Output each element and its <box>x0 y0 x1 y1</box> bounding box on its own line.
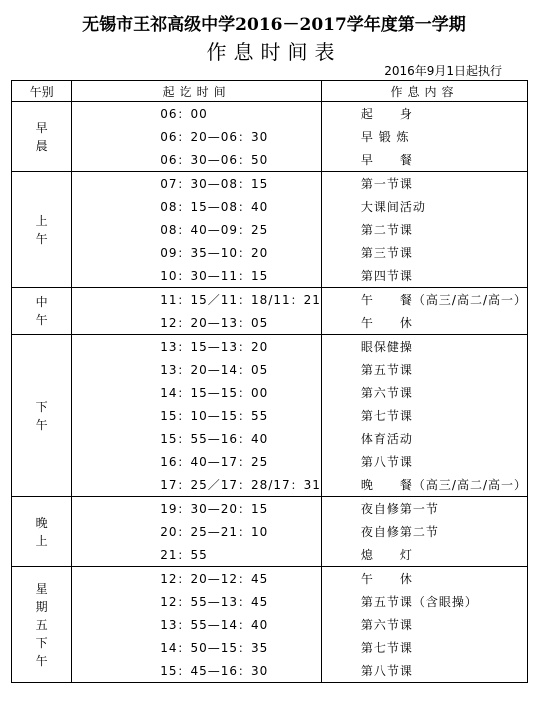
time-cell: 15：10—15：55 <box>72 404 322 427</box>
time-cell: 12：20—12：45 <box>72 567 322 591</box>
activity-cell: 夜自修第二节 <box>360 525 439 539</box>
time-cell: 07：30—08：15 <box>72 172 322 196</box>
time-cell: 13：55—14：40 <box>72 613 322 636</box>
period-label: 上 <box>35 213 48 228</box>
period-label: 午 <box>35 313 48 327</box>
time-cell: 12：20—13：05 <box>72 311 322 335</box>
time-cell: 08：40—09：25 <box>72 218 322 241</box>
activity-cell: 午 餐（高三/高二/高一） <box>360 293 527 307</box>
time-cell: 15：45—16：30 <box>72 659 322 683</box>
table-row <box>12 381 528 404</box>
time-cell: 08：15—08：40 <box>72 195 322 218</box>
table-row <box>12 590 528 613</box>
activity-cell: 第一节课 <box>360 177 413 191</box>
table-row <box>12 427 528 450</box>
schedule-table <box>11 80 528 683</box>
time-cell: 11：15／11：18/11：21 <box>72 288 322 312</box>
activity-cell: 体育活动 <box>360 432 413 446</box>
table-header-row <box>12 81 528 102</box>
table-row <box>12 218 528 241</box>
table-row <box>12 613 528 636</box>
time-cell: 13：15—13：20 <box>72 335 322 359</box>
table-row <box>12 102 528 126</box>
schedule-body <box>12 102 528 683</box>
period-label: 午 <box>35 231 48 246</box>
table-row <box>12 311 528 335</box>
table-row <box>12 125 528 148</box>
activity-cell: 第二节课 <box>360 223 413 237</box>
table-row <box>12 497 528 521</box>
table-row <box>12 358 528 381</box>
activity-cell: 第八节课 <box>321 659 527 683</box>
time-cell: 13：20—14：05 <box>72 358 322 381</box>
activity-cell: 第七节课 <box>360 409 413 423</box>
activity-cell: 第六节课 <box>360 386 413 400</box>
activity-cell: 午 休 <box>360 572 413 586</box>
table-row <box>12 450 528 473</box>
table-row <box>12 172 528 196</box>
table-row <box>12 195 528 218</box>
table-row <box>12 264 528 288</box>
table-row <box>12 543 528 567</box>
activity-cell: 第五节课（含眼操） <box>360 595 478 609</box>
activity-cell: 第七节课 <box>360 641 413 655</box>
table-row <box>12 567 528 591</box>
period-cell <box>12 497 72 567</box>
activity-cell: 眼保健操 <box>360 340 413 354</box>
time-cell: 09：35—10：20 <box>72 241 322 264</box>
time-cell: 20：25—21：10 <box>72 520 322 543</box>
activity-cell: 夜自修第一节 <box>360 502 439 516</box>
column-header-time: 起讫时间 <box>72 81 322 102</box>
document-subtitle: 作息时间表 <box>206 40 342 64</box>
time-cell: 21：55 <box>72 543 322 567</box>
period-label: 上 <box>35 533 48 548</box>
time-cell: 14：50—15：35 <box>72 636 322 659</box>
time-cell: 19：30—20：15 <box>72 497 322 521</box>
table-row <box>12 335 528 359</box>
activity-cell: 第三节课 <box>360 246 413 260</box>
time-cell: 16：40—17：25 <box>72 450 322 473</box>
time-cell: 06：30—06：50 <box>72 148 322 172</box>
time-cell: 15：55—16：40 <box>72 427 322 450</box>
activity-cell: 早 餐 <box>321 148 527 172</box>
table-row <box>12 659 528 683</box>
period-label: 晚 <box>35 515 48 530</box>
period-label: 下 <box>35 399 48 414</box>
activity-cell: 早 锻 炼 <box>360 130 410 144</box>
period-label: 早 <box>35 120 48 135</box>
table-row <box>12 520 528 543</box>
period-label: 午 <box>35 417 48 432</box>
activity-cell: 第八节课 <box>360 455 413 469</box>
time-cell: 14：15—15：00 <box>72 381 322 404</box>
period-label: 五 <box>35 617 48 632</box>
time-cell: 12：55—13：45 <box>72 590 322 613</box>
activity-cell: 熄 灯 <box>321 543 527 567</box>
effective-date: 2016年9月1日起执行 <box>384 64 502 78</box>
activity-cell: 午 休 <box>321 311 527 335</box>
period-cell <box>12 567 72 683</box>
period-label: 中 <box>35 295 48 309</box>
time-cell: 10：30—11：15 <box>72 264 322 288</box>
period-cell <box>12 335 72 497</box>
table-row <box>12 636 528 659</box>
period-label: 晨 <box>35 138 48 153</box>
period-label: 午 <box>35 653 48 668</box>
period-cell <box>12 172 72 288</box>
table-row <box>12 288 528 312</box>
period-label: 下 <box>35 635 48 650</box>
time-cell: 17：25／17：28/17：31 <box>72 473 322 497</box>
table-row <box>12 473 528 497</box>
column-header-activity: 作息内容 <box>321 81 527 102</box>
activity-cell: 起 身 <box>360 107 413 121</box>
activity-cell: 第四节课 <box>321 264 527 288</box>
table-row <box>12 148 528 172</box>
activity-cell: 大课间活动 <box>360 200 426 214</box>
column-header-period: 午别 <box>12 81 72 102</box>
activity-cell: 第六节课 <box>360 618 413 632</box>
table-row <box>12 404 528 427</box>
activity-cell: 晚 餐（高三/高二/高一） <box>321 473 527 497</box>
period-label: 期 <box>35 599 48 614</box>
time-cell: 06：00 <box>72 102 322 126</box>
period-cell <box>12 288 72 335</box>
period-label: 星 <box>35 581 48 596</box>
table-row <box>12 241 528 264</box>
period-cell <box>12 102 72 172</box>
activity-cell: 第五节课 <box>360 363 413 377</box>
document-title: 无锡市王祁高级中学2016－2017学年度第一学期 <box>82 15 466 35</box>
time-cell: 06：20—06：30 <box>72 125 322 148</box>
